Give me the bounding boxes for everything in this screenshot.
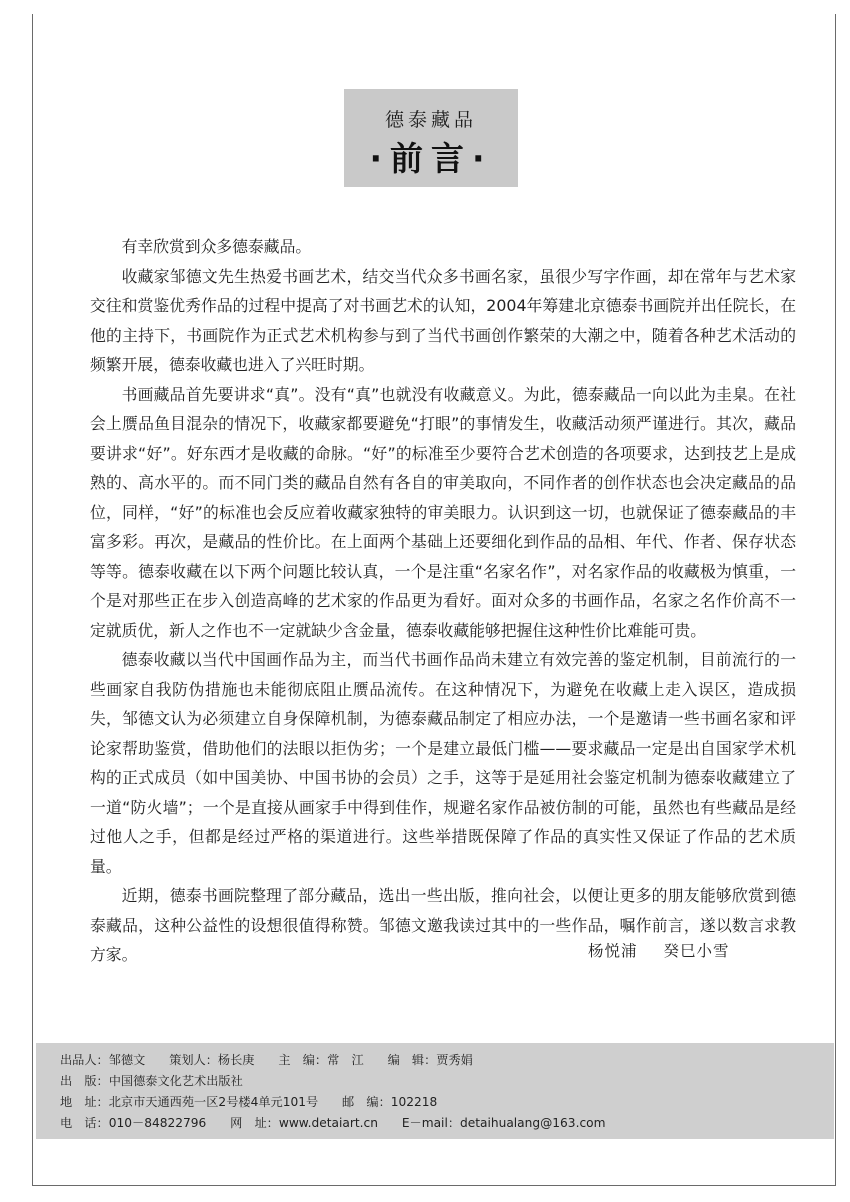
preface-body [90, 232, 796, 970]
colophon [36, 1043, 834, 1139]
colophon-publisher [60, 1072, 263, 1089]
signature-author: 杨悦浦 [588, 942, 638, 960]
colophon-address [60, 1093, 457, 1110]
credit-editor: 编 辑：贾秀娟 [387, 1053, 473, 1067]
email: E－mail：detaihualang@163.com [401, 1116, 606, 1130]
postcode: 邮 编：102218 [342, 1095, 438, 1109]
paragraph: 有幸欣赏到众多德泰藏品。 [121, 237, 312, 256]
phone: 电 话：010－84822796 [60, 1116, 207, 1130]
paragraph: 收藏家邹德文先生热爱书画艺术，结交当代众多书画名家，虽很少写字作画，却在常年与艺术家交往和赏鉴优秀作品的过程中提高了对书画艺术的认知，2004年筹建北京德泰书画院并出任院长，在他的主持下，书画院作为正式艺术机构参与到了当代书画创作繁荣的大潮之中，随着各种艺术活动的频繁开展，德泰收藏也进入了兴旺时期。 [90, 266, 796, 374]
credit-editor-in-chief: 主 编：常 江 [278, 1053, 364, 1067]
credit-producer: 出品人：邹德文 [60, 1053, 146, 1067]
credit-planner: 策划人：杨长庚 [169, 1053, 255, 1067]
colophon-credits [60, 1051, 493, 1068]
brand-heading: 德泰藏品 [384, 109, 477, 131]
title-block [344, 89, 518, 187]
paragraph: 书画藏品首先要讲求“真”。没有“真”也就没有收藏意义。为此，德泰藏品一向以此为圭臬。在社会上赝品鱼目混杂的情况下，收藏家都要避免“打眼”的事情发生，收藏活动须严谨进行。其次，藏品要讲求“好”。好东西才是收藏的命脉。“好”的标准至少要符合艺术创造的各项要求，达到技艺上是成熟的、高水平的。而不同门类的藏品自然有各自的审美取向，不同作者的创作状态也会决定藏品的品位，同样，“好”的标准也会反应着收藏家独特的审美眼力。认识到这一切，也就保证了德泰藏品的丰富多彩。再次，是藏品的性价比。在上面两个基础上还要细化到作品的品相、年代、作者、保存状态等等。德泰收藏在以下两个问题比较认真，一个是注重“名家名作”，对名家作品的收藏极为慎重，一个是对那些正在步入创造高峰的艺术家的作品更为看好。面对众多的书画作品，名家之名作价高不一定就质优，新人之作也不一定就缺少含金量，德泰收藏能够把握住这种性价比难能可贵。 [90, 384, 796, 640]
publisher: 出 版：中国德泰文化艺术出版社 [60, 1074, 243, 1088]
paragraph: 近期，德泰书画院整理了部分藏品，选出一些出版，推向社会，以便让更多的朋友能够欣赏到德泰藏品，这种公益性的设想很值得称赞。邹德文邀我读过其中的一些作品，嘱作前言，遂以数言求教方家。 [90, 886, 796, 964]
signature-date: 癸巳小雪 [663, 942, 730, 960]
colophon-contact [60, 1114, 625, 1131]
website: 网 址：www.detaiart.cn [230, 1116, 378, 1130]
paragraph: 德泰收藏以当代中国画作品为主，而当代书画作品尚未建立有效完善的鉴定机制，目前流行的一些画家自我防伪措施也未能彻底阻止赝品流传。在这种情况下，为避免在收藏上走入误区，造成损失，邹德文认为必须建立自身保障机制，为德泰藏品制定了相应办法，一个是邀请一些书画名家和评论家帮助鉴赏，借助他们的法眼以拒伪劣；一个是建立最低门槛——要求藏品一定是出自国家学术机构的正式成员（如中国美协、中国书协的会员）之手，这等于是延用社会鉴定机制为德泰收藏建立了一道“防火墙”；一个是直接从画家手中得到佳作，规避名家作品被仿制的可能，虽然也有些藏品是经过他人之手，但都是经过严格的渠道进行。这些举措既保障了作品的真实性又保证了作品的艺术质量。 [90, 650, 796, 876]
page-title: ·前言· [369, 139, 493, 178]
address: 地 址：北京市天通西苑一区2号楼4单元101号 [60, 1095, 319, 1109]
signature [588, 939, 749, 961]
